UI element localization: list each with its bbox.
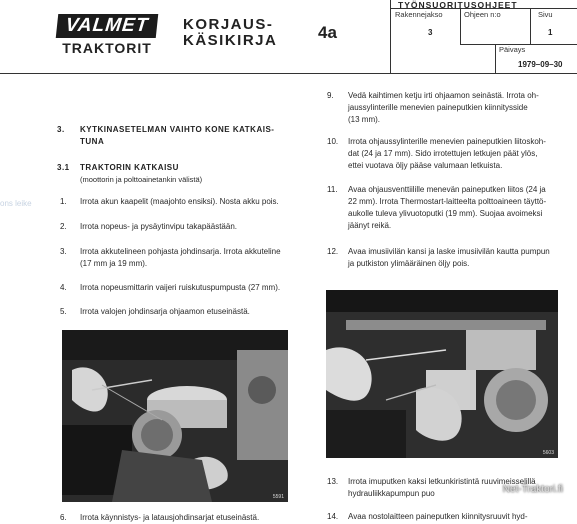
step-number: 12. [327, 247, 339, 256]
model-label: Rakennejakso [395, 10, 443, 19]
manual-title: KORJAUS- KÄSIKIRJA [183, 16, 278, 49]
instruction-label: Ohjeen n:o [464, 10, 501, 19]
step-number: 13. [327, 477, 339, 486]
step-text: Avaa imusiivilän kansi ja laske imusiivilän kautta pumpun ja putkiston ylimääräinen öljy pois. [348, 247, 550, 268]
step-text: Irrota akkutelineen pohjasta johdinsarja. Irrota akkuteline (17 mm ja 19 mm). [80, 247, 281, 268]
subsection-title: TRAKTORIN KATKAISU [80, 163, 179, 172]
work-instructions-heading: TYÖNSUORITUSOHJEET [398, 0, 518, 10]
meta-divider [495, 44, 496, 73]
header-divider [390, 0, 391, 73]
brand-subtitle: TRAKTORIT [62, 40, 152, 56]
step-text: Irrota nopeusmittarin vaijeri ruiskutuspumpusta (27 mm). [80, 283, 281, 292]
section-title: KYTKINASETELMAN VAIHTO KONE KATKAIS- TUNA [80, 125, 275, 146]
step-number: 5. [60, 307, 67, 316]
step-number: 10. [327, 137, 339, 146]
step-text: Vedä kaihtimen ketju irti ohjaamon seinästä. Irrota oh- jaussylinterille menevien paineputkien kiinnitysside (13 mm). [348, 91, 539, 124]
photo-code: 5603 [542, 450, 554, 456]
site-watermark: Net-Traktori.fi [502, 484, 563, 495]
step-text: Irrota imuputken kaksi letkunkiristintä ruuvimeisselillä hydrauliikkapumpun puo [348, 477, 536, 498]
step-number: 9. [327, 91, 334, 100]
step-text: Irrota akun kaapelit (maajohto ensiksi). Nosta akku pois. [80, 197, 279, 206]
meta-divider [460, 8, 461, 44]
photo-code: 5591 [272, 494, 284, 500]
engine-photo-right [326, 290, 558, 458]
date-value: 1979–09–30 [518, 60, 563, 69]
page-value: 1 [548, 28, 553, 37]
step-text: Avaa nostolaitteen paineputken kiinnitysruuvit hyd- [348, 512, 528, 521]
step-number: 3. [60, 247, 67, 256]
valmet-logo: VALMET [56, 14, 159, 38]
step-number: 14. [327, 512, 339, 521]
subsection-note: (moottorin ja polttoainetankin välistä) [80, 175, 203, 184]
model-value: 3 [428, 28, 433, 37]
section-number: 4a [318, 23, 337, 42]
step-text: Irrota nopeus- ja pysäytinvipu takapäästään. [80, 222, 237, 231]
section-number-3: 3. [57, 125, 65, 134]
step-number: 1. [60, 197, 67, 206]
engine-photo-left [62, 330, 288, 502]
page-label: Sivu [538, 10, 553, 19]
step-text: Irrota ohjaussylinterille menevien paineputkien liitoskoh- dat (24 ja 17 mm). Sido irrotettujen letkujen päät ylös, ettei vuotava öljy pääse valumaan letkuista. [348, 137, 546, 170]
step-number: 6. [60, 513, 67, 522]
step-number: 11. [327, 185, 338, 194]
bleed-through-text: ons leike [0, 199, 32, 208]
step-number: 2. [60, 222, 67, 231]
step-text: Avaa ohjausventtiilille menevän paineputken liitos (24 ja 22 mm). Irrota Thermostart-laitteelta polttoaineen täyttö- aukolle tuleva ylivuotoputki (19 mm). Suojaa avoimeksi jäänyt reikä. [348, 185, 547, 230]
step-text: Irrota valojen johdinsarja ohjaamon etuseinästä. [80, 307, 250, 316]
step-number: 4. [60, 283, 67, 292]
date-label: Päivays [499, 45, 526, 54]
meta-divider [530, 8, 531, 44]
header-bottom-rule [0, 73, 577, 74]
subsection-number: 3.1 [57, 163, 70, 172]
step-text: Irrota käynnistys- ja latausjohdinsarjat etuseinästä. [80, 513, 260, 522]
